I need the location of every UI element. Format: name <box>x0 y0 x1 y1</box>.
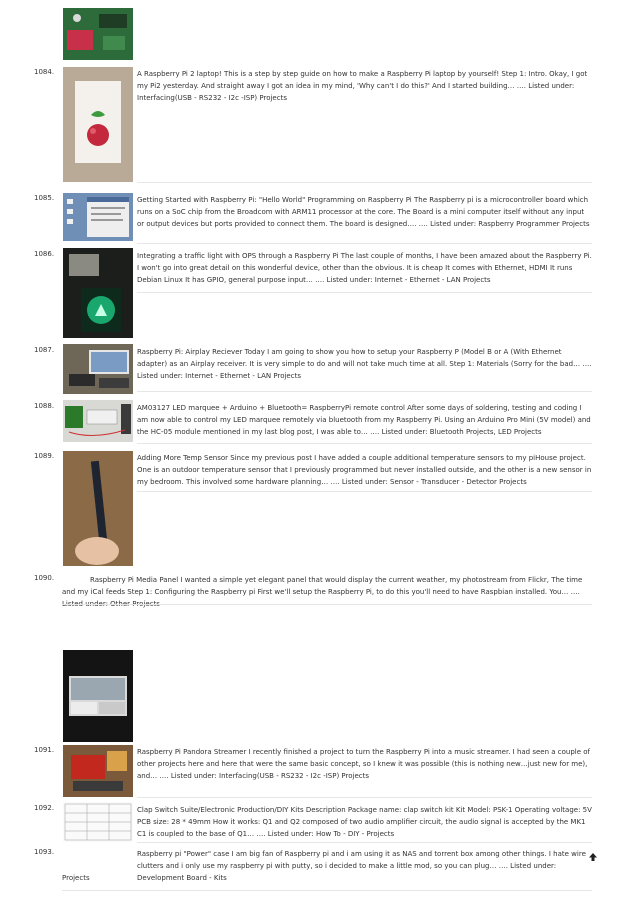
entry-number: 1088. <box>34 402 55 410</box>
entry-description: AM03127 LED marquee + Arduino + Bluetooth= RaspberryPi remote control After some days of soldering, testing and coding I am now able to control my LED marquee remotely via bluetooth from my Raspberry Pi. Using an Arduino Pro Mini (5V model) and the HC-05 module mentioned in my last blog post, I was able to… …. Listed under: Bluetooth Projects, LED Projects <box>137 404 591 436</box>
divider <box>137 797 592 798</box>
divider <box>137 443 592 444</box>
thumbnail-circuit-board[interactable] <box>63 8 133 60</box>
arrow-up-icon[interactable] <box>588 852 598 862</box>
thumbnail-airplay-setup[interactable] <box>63 344 133 394</box>
thumbnail-pandora-streamer[interactable] <box>63 745 133 797</box>
entry-number: 1084. <box>34 68 55 76</box>
thumbnail-temp-sensor[interactable] <box>63 451 133 566</box>
entry-description: Clap Switch Suite/Electronic Production/DIY Kits Description Package name: clap switch kit Kit Model: PSK-1 Operating voltage: 5V PCB size: 28 * 49mm How it works: Q1 and Q2 composed of two audio amplifier circuit, the audio signal is accepted by the MK1 C1 is coupled to the base of Q1… …. Listed under: How To - DIY - Projects <box>137 806 592 838</box>
thumbnail-desktop-screenshot[interactable] <box>63 193 133 241</box>
entry-description: A Raspberry Pi 2 laptop! This is a step by step guide on how to make a Raspberry Pi laptop by yourself! Step 1: Intro. Okay, I got my Pi2 yesterday. And straight away I got an idea in my mind, 'Why can't I do this?' And I started building… …. Listed under: Interfacing(USB - RS232 - I2c -ISP) Projects <box>137 70 588 102</box>
entry-description-tail: Projects <box>62 874 90 882</box>
divider <box>62 604 592 605</box>
thumbnail-clap-switch[interactable] <box>63 802 133 842</box>
thumbnail-media-panel[interactable] <box>63 650 133 742</box>
entry-description: Raspberry Pi: Airplay Reciever Today I am going to show you how to setup your Raspberry P (Model B or A (With Ethernet adapter) as an Airplay receiver. It is very simple to do and will not take much time at all. Step 1: Materials (Sorry for the bad… …. Listed under: Internet - Ethernet - LAN Projects <box>137 348 592 380</box>
divider <box>137 243 592 244</box>
divider <box>137 491 592 492</box>
divider <box>62 890 592 891</box>
divider <box>137 391 592 392</box>
entry-description: Getting Started with Raspberry Pi: "Hello World" Programming on Raspberry Pi The Raspberry pi is a microcontroller board which runs on a SoC chip from the Broadcom with ARM11 processor at the core. The Board is a mini computer itself without any input or output devices but ports provided to connect them. The board is designed…. …. Listed under: Raspberry Programmer Projects <box>137 196 590 228</box>
entry-number: 1093. <box>34 848 55 856</box>
entry-description: Raspberry Pi Media Panel I wanted a simple yet elegant panel that would display the current weather, my photostream from Flickr, The time and my iCal feeds Step 1: Configuring the Raspberry pi First we'll setup the Raspberry Pi, to do this you'll need to have Raspbian installed. You… …. Listed under: Other Projects <box>62 576 583 608</box>
thumbnail-raspberry-laptop[interactable] <box>63 67 133 182</box>
divider <box>137 292 592 293</box>
entry-number: 1086. <box>34 250 55 258</box>
entry-description: Raspberry Pi Pandora Streamer I recently finished a project to turn the Raspberry Pi into a music streamer. I had seen a couple of other projects here and here that were the same basic concept, so I knew it was possible (this is nothing new…just new for me), and… …. Listed under: Interfacing(USB - RS232 - I2c -ISP) Projects <box>137 748 591 780</box>
thumbnail-traffic-light[interactable] <box>63 248 133 338</box>
entry-number: 1089. <box>34 452 55 460</box>
entry-description: Integrating a traffic light with OPS through a Raspberry Pi The last couple of months, I have been amazed about the Raspberry Pi. I won't go into great detail on this wonderful device, other than the obvious. It is cheap It comes with Ethernet, HDMI It runs Debian Linux It has GPIO, general purpose input… …. Listed under: Internet - Ethernet - LAN Projects <box>137 252 592 284</box>
divider <box>137 182 592 183</box>
entry-description: Raspberry pi "Power" case I am big fan of Raspberry pi and i am using it as NAS and torrent box among other things. I hate wire clutters and i only use my raspberry pi with putty, so i decided to make a little mod, so you can plug… …. Listed under: Development Board - Kits <box>137 850 586 882</box>
entry-number: 1091. <box>34 746 55 754</box>
entry-description: Adding More Temp Sensor Since my previous post I have added a couple additional temperature sensors to my piHouse project. One is an outdoor temperature sensor that I previously programmed but never installed outside, and the other is a new sensor in my bedroom. This involved some hardware planning… …. Listed under: Sensor - Transducer - Detector Projects <box>137 454 592 486</box>
entry-number: 1085. <box>34 194 55 202</box>
entry-number: 1090. <box>34 574 55 582</box>
thumbnail-led-marquee[interactable] <box>63 400 133 442</box>
entry-number: 1087. <box>34 346 55 354</box>
divider <box>137 842 592 843</box>
entry-number: 1092. <box>34 804 55 812</box>
